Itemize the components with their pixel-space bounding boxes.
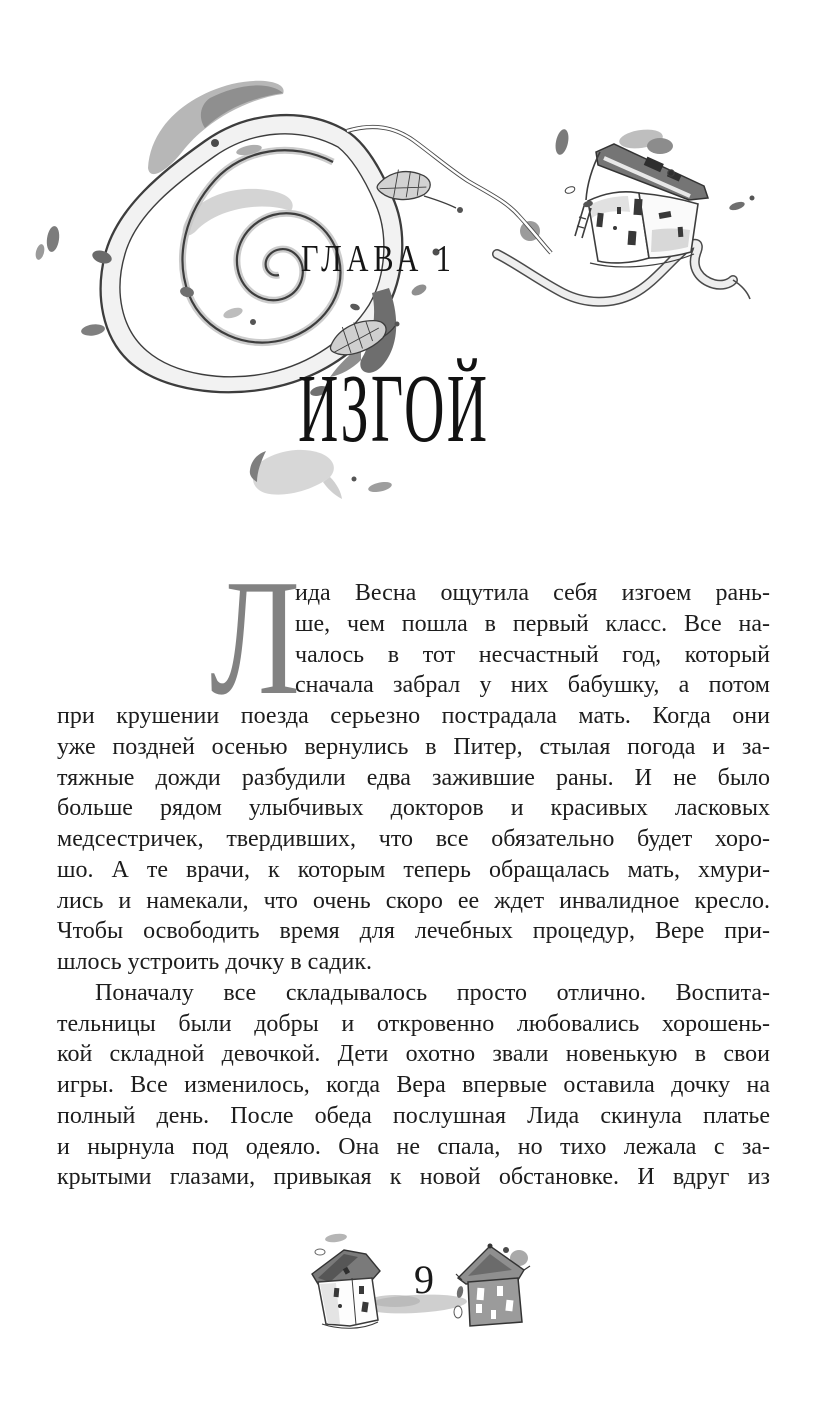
text-line: крытыми глазами, привыкая к новой обстановке. И вдруг из: [57, 1164, 770, 1191]
house-illustration: [564, 144, 708, 267]
dropcap-letter: Л: [210, 545, 301, 729]
text-line: тельницы были добры и откровенно любовались хорошень-: [57, 1010, 770, 1037]
paragraph-1: [57, 578, 770, 978]
paragraph-2: [57, 978, 770, 1193]
text-line: больше рядом улыбчивых докторов и красивых ласковых: [57, 795, 770, 822]
leaf-stem: [424, 196, 456, 208]
leaf-stem-dot: [395, 322, 400, 327]
text-line: и нырнула под одеяло. Она не спала, но тихо лежала с за-: [57, 1133, 770, 1160]
body-text: [57, 578, 770, 1193]
chapter-title: [298, 353, 634, 465]
chapter-label: [301, 237, 494, 281]
text-line: кой складной девочкой. Дети охотно звали новенькую в свои: [57, 1041, 770, 1068]
text-line: ше, чем пошла в первый класс. Все на-: [295, 610, 770, 637]
chapter-label-text: ГЛАВА 1: [301, 238, 456, 280]
text-line: Поначалу все складывалось просто отлично. Воспита-: [95, 979, 770, 1006]
text-line: тяжные дожди разбудили едва зажившие раны. И не было: [57, 764, 770, 791]
text-line: уже поздней осенью вернулись в Питер, стылая погода и за-: [57, 733, 770, 760]
chapter-title-text: ИЗГОЙ: [298, 355, 490, 463]
leaf-stem-dot: [457, 207, 463, 213]
text-line: сначала забрал у них бабушку, а потом: [295, 672, 770, 699]
text-line: ида Весна ощутила себя изгоем рань-: [295, 580, 770, 606]
house-icon: [312, 1250, 380, 1328]
text-line: шлось устроить дочку в садик.: [57, 949, 372, 975]
text-line: Чтобы освободить время для лечебных процедур, Вере при-: [57, 918, 770, 945]
page-number: 9: [414, 1257, 434, 1302]
text-line: медсестричек, твердивших, что все обязательно будет хоро-: [57, 826, 770, 852]
text-line: при крушении поезда серьезно пострадала мать. Когда они: [57, 703, 770, 729]
text-line: игры. Все изменилось, когда Вера впервые оставила дочку на: [57, 1072, 770, 1098]
text-line: шо. А те врачи, к которым теперь обращалась мать, хмури-: [57, 856, 770, 883]
text-line: полный день. После обеда послушная Лида скинула платье: [57, 1102, 770, 1129]
text-line: лись и намекали, что очень скоро ее ждет инвалидное кресло.: [57, 887, 770, 914]
text-line: чалось в тот несчастный год, который: [295, 641, 770, 668]
